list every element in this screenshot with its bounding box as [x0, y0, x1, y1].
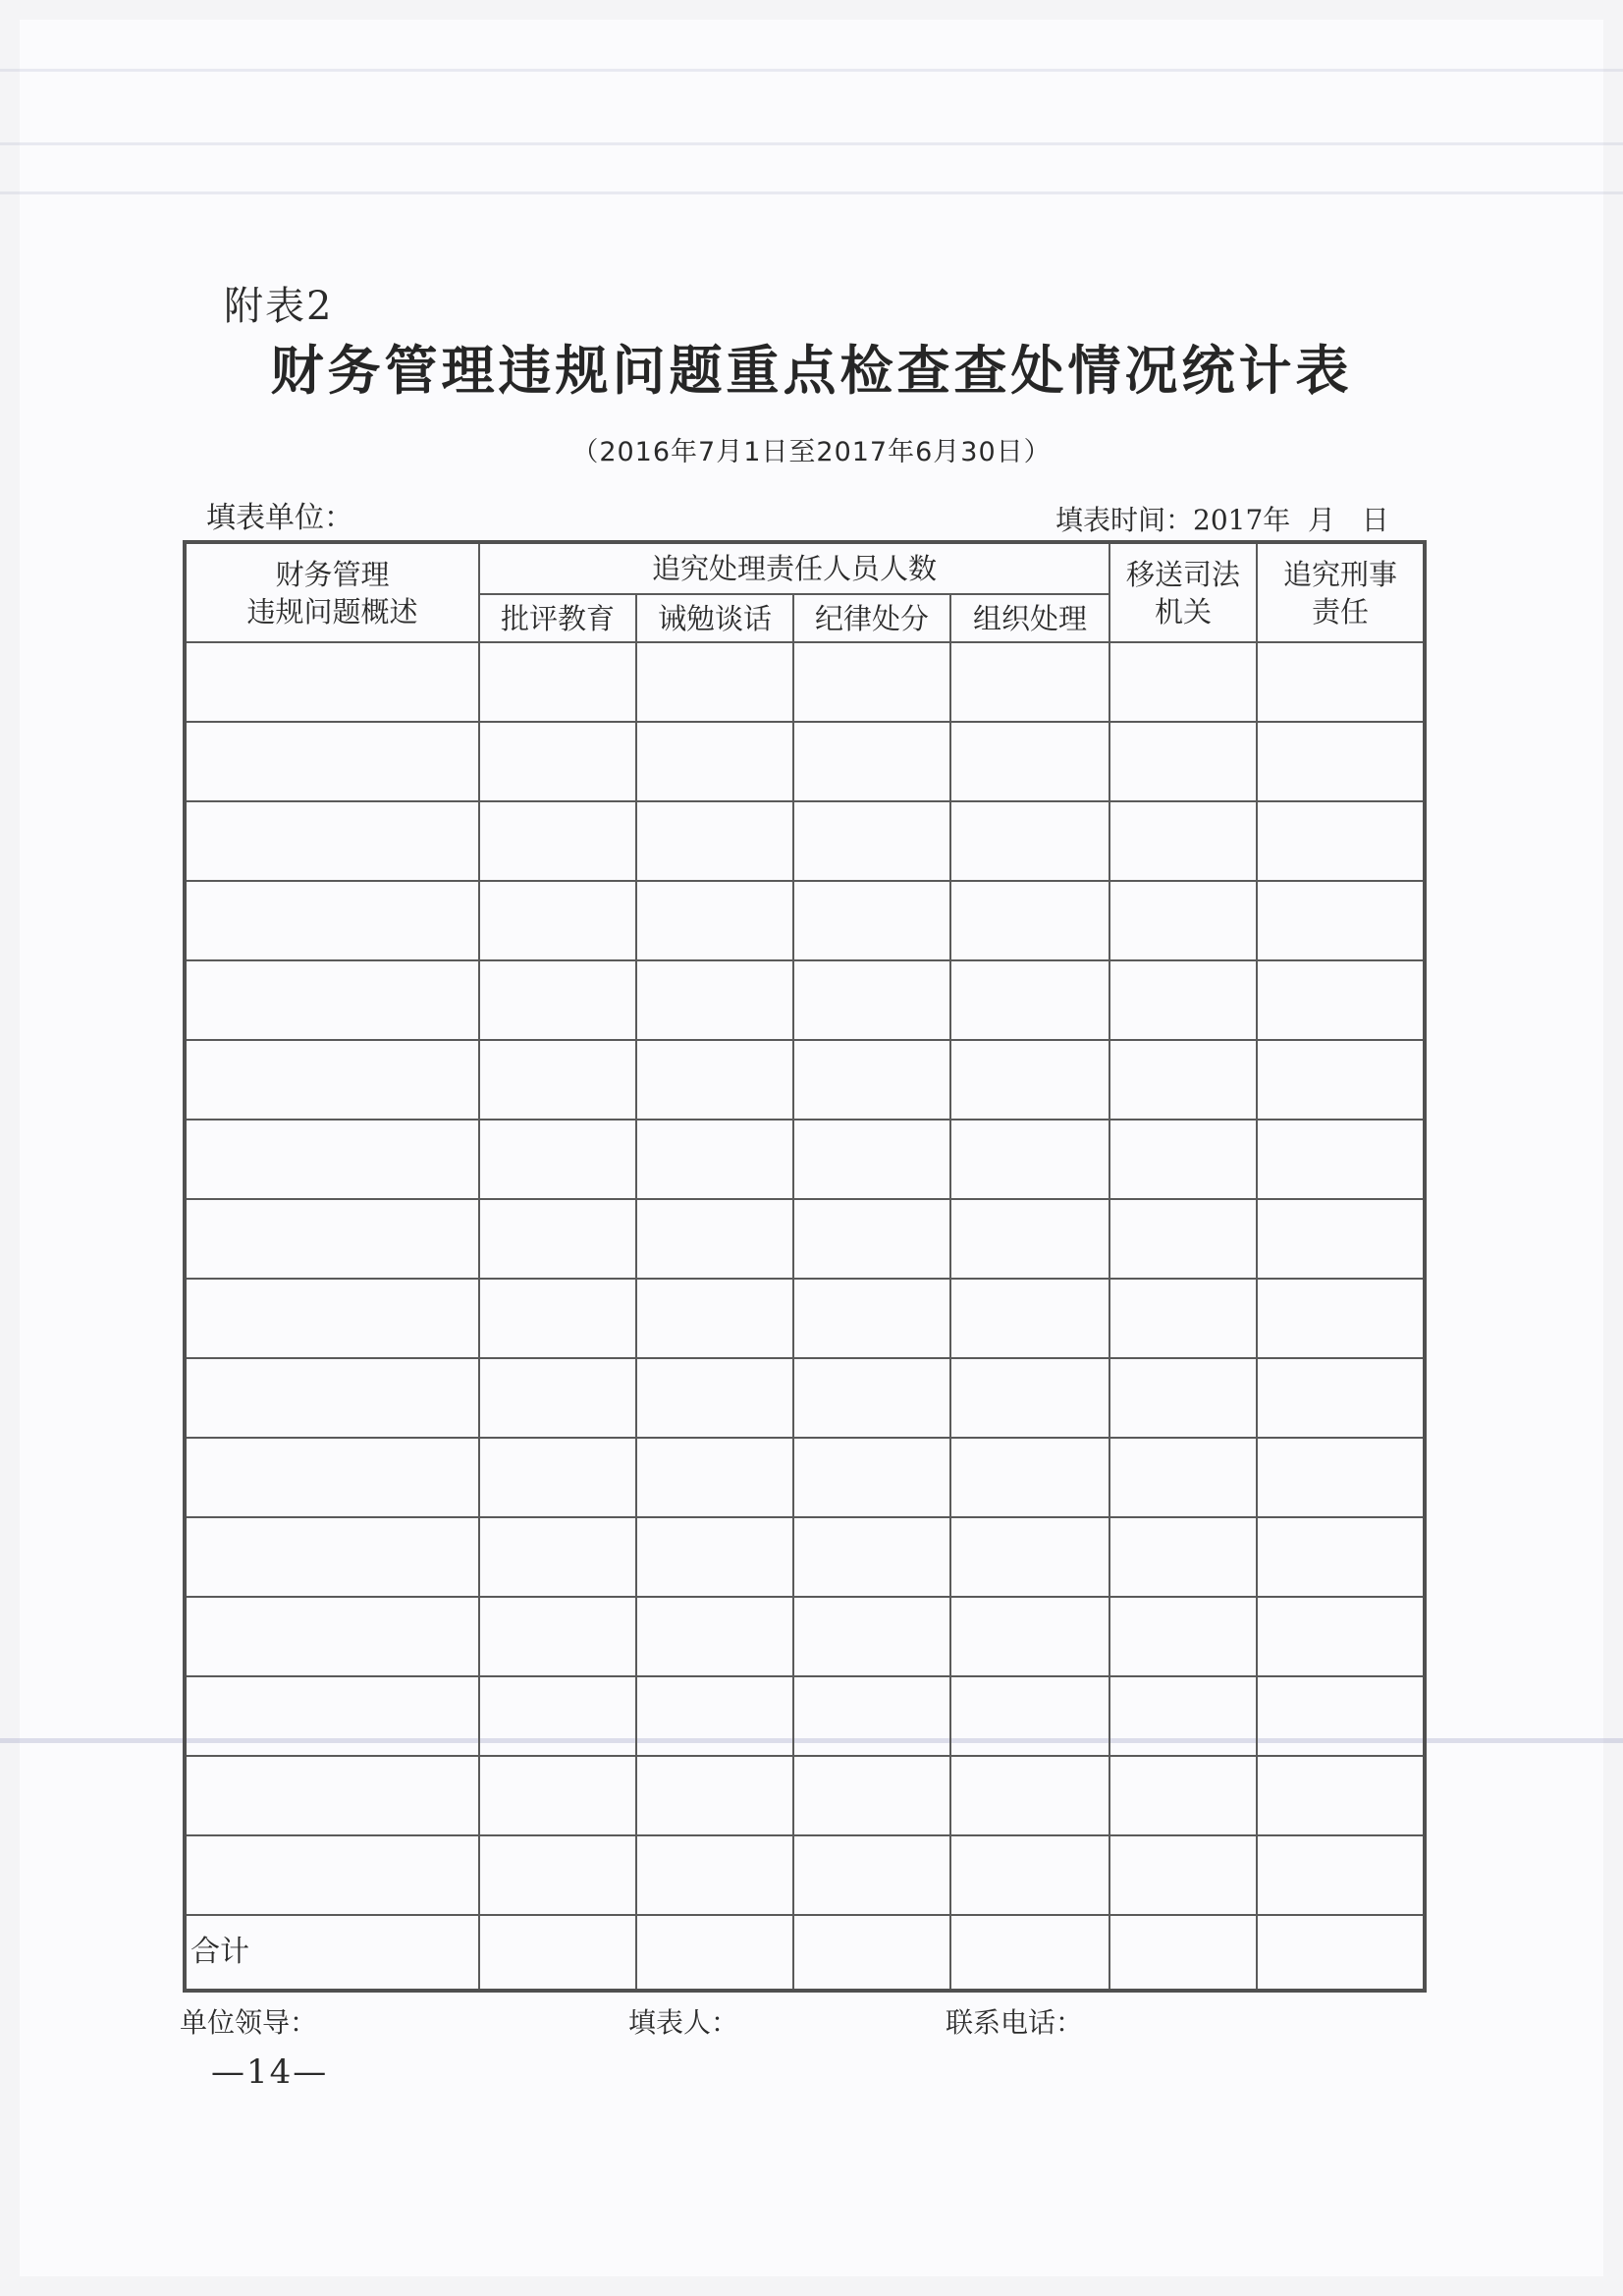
- table-cell: [793, 1040, 950, 1120]
- table-cell: [479, 1358, 636, 1438]
- header-responsible-group: 追究处理责任人员人数: [479, 542, 1109, 594]
- table-cell: [185, 1676, 479, 1756]
- header-criminal: 追究刑事 责任: [1257, 542, 1425, 642]
- table-cell: [185, 1040, 479, 1120]
- table-cell: [1257, 960, 1425, 1040]
- table-cell: [793, 1517, 950, 1597]
- table-cell: [1257, 1438, 1425, 1517]
- table-cell: [636, 960, 793, 1040]
- table-row: [185, 1199, 1425, 1279]
- table-cell: [950, 960, 1109, 1040]
- table-cell: [185, 801, 479, 881]
- table-cell: [636, 722, 793, 801]
- table-cell: [950, 881, 1109, 960]
- table-cell: [636, 1120, 793, 1199]
- table-cell: [1257, 1676, 1425, 1756]
- table-cell: [479, 1120, 636, 1199]
- table-cell: [1257, 1835, 1425, 1915]
- table-cell: [636, 1835, 793, 1915]
- table-cell: [793, 1120, 950, 1199]
- table-cell: [950, 1438, 1109, 1517]
- table-cell: [185, 722, 479, 801]
- total-cell: [1257, 1915, 1425, 1991]
- table-cell: [479, 722, 636, 801]
- table-cell: [793, 1597, 950, 1676]
- table-cell: [479, 1279, 636, 1358]
- table-cell: [793, 960, 950, 1040]
- total-label: 合计: [185, 1915, 479, 1991]
- table-cell: [636, 1040, 793, 1120]
- footer-unit-leader: 单位领导：: [180, 2006, 318, 2039]
- table-cell: [793, 642, 950, 722]
- table-cell: [1109, 1438, 1257, 1517]
- table-row: [185, 881, 1425, 960]
- table-cell: [1257, 1120, 1425, 1199]
- table-cell: [636, 1438, 793, 1517]
- table-cell: [1257, 1279, 1425, 1358]
- table-cell: [950, 1040, 1109, 1120]
- table-cell: [185, 1835, 479, 1915]
- table-cell: [793, 1676, 950, 1756]
- table-cell: [1109, 1676, 1257, 1756]
- table-cell: [793, 1438, 950, 1517]
- table-cell: [1257, 801, 1425, 881]
- table-cell: [636, 1597, 793, 1676]
- table-cell: [636, 1676, 793, 1756]
- header-judicial: 移送司法 机关: [1109, 542, 1257, 642]
- table-cell: [1109, 1358, 1257, 1438]
- table-cell: [793, 881, 950, 960]
- table-row: [185, 642, 1425, 722]
- table-cell: [185, 1358, 479, 1438]
- table-cell: [185, 1279, 479, 1358]
- table-cell: [1109, 642, 1257, 722]
- table-cell: [636, 1756, 793, 1835]
- table-cell: [479, 1438, 636, 1517]
- table-cell: [793, 1358, 950, 1438]
- table-cell: [1109, 1517, 1257, 1597]
- table-cell: [636, 1199, 793, 1279]
- table-cell: [1257, 642, 1425, 722]
- table-cell: [479, 1676, 636, 1756]
- header-row: [185, 542, 1425, 594]
- table-cell: [185, 1438, 479, 1517]
- table-cell: [479, 642, 636, 722]
- table-row: [185, 960, 1425, 1040]
- table-cell: [479, 1199, 636, 1279]
- footer-filler: 填表人：: [628, 2006, 739, 2039]
- table-cell: [1257, 1199, 1425, 1279]
- total-cell: [950, 1915, 1109, 1991]
- table-cell: [479, 1756, 636, 1835]
- total-cell: [636, 1915, 793, 1991]
- period-range: （2016年7月1日至2017年6月30日）: [571, 437, 1052, 467]
- table-row: [185, 722, 1425, 801]
- table-cell: [479, 1835, 636, 1915]
- table-cell: [1109, 1120, 1257, 1199]
- table-cell: [1109, 1279, 1257, 1358]
- table-cell: [1109, 1835, 1257, 1915]
- table-cell: [950, 1756, 1109, 1835]
- table-cell: [950, 1120, 1109, 1199]
- table-row: [185, 1517, 1425, 1597]
- fill-date-label: 填表时间：2017年 月 日: [1055, 504, 1389, 536]
- table-cell: [479, 1597, 636, 1676]
- table-cell: [636, 1358, 793, 1438]
- table-cell: [479, 881, 636, 960]
- table-cell: [636, 881, 793, 960]
- table-cell: [479, 1040, 636, 1120]
- table-cell: [950, 722, 1109, 801]
- total-row: [185, 1915, 1425, 1991]
- total-cell: [793, 1915, 950, 1991]
- scan-artifact: [0, 142, 1623, 145]
- table-cell: [950, 642, 1109, 722]
- table-cell: [950, 1517, 1109, 1597]
- table-cell: [793, 1835, 950, 1915]
- table-cell: [1109, 960, 1257, 1040]
- annex-label: 附表2: [224, 284, 334, 329]
- table-cell: [793, 722, 950, 801]
- table-cell: [950, 801, 1109, 881]
- table-cell: [636, 801, 793, 881]
- table-cell: [793, 1279, 950, 1358]
- subheader-criticism: 批评教育: [479, 594, 636, 642]
- table-cell: [185, 642, 479, 722]
- scan-artifact: [0, 191, 1623, 194]
- table-cell: [185, 881, 479, 960]
- table-row: [185, 1438, 1425, 1517]
- statistics-table: [183, 540, 1427, 1993]
- table-cell: [1257, 1756, 1425, 1835]
- table-cell: [1109, 1597, 1257, 1676]
- table-cell: [1109, 881, 1257, 960]
- table-row: [185, 1597, 1425, 1676]
- table-row: [185, 1279, 1425, 1358]
- table-cell: [185, 1597, 479, 1676]
- table-cell: [950, 1279, 1109, 1358]
- table-cell: [1257, 1040, 1425, 1120]
- table-row: [185, 801, 1425, 881]
- table-row: [185, 1835, 1425, 1915]
- table-cell: [950, 1597, 1109, 1676]
- table-cell: [1109, 722, 1257, 801]
- document-title: 财务管理违规问题重点检查查处情况统计表: [270, 339, 1353, 402]
- table-cell: [950, 1358, 1109, 1438]
- table-row: [185, 1358, 1425, 1438]
- table-cell: [1257, 1597, 1425, 1676]
- table-cell: [185, 960, 479, 1040]
- table-cell: [185, 1517, 479, 1597]
- table-cell: [636, 1517, 793, 1597]
- scan-artifact: [0, 69, 1623, 72]
- table-cell: [1109, 1199, 1257, 1279]
- header-overview: 财务管理 违规问题概述: [185, 542, 479, 642]
- table-cell: [636, 1279, 793, 1358]
- table-cell: [793, 801, 950, 881]
- table-cell: [1109, 801, 1257, 881]
- table-cell: [479, 960, 636, 1040]
- table-cell: [479, 1517, 636, 1597]
- table-row: [185, 1120, 1425, 1199]
- table-cell: [1109, 1756, 1257, 1835]
- table-cell: [185, 1120, 479, 1199]
- total-cell: [1109, 1915, 1257, 1991]
- table-cell: [1109, 1040, 1257, 1120]
- table-cell: [1257, 722, 1425, 801]
- table-cell: [793, 1199, 950, 1279]
- table-cell: [1257, 1517, 1425, 1597]
- table-cell: [950, 1835, 1109, 1915]
- footer-phone: 联系电话：: [946, 2006, 1084, 2039]
- table-cell: [1257, 881, 1425, 960]
- table-cell: [636, 642, 793, 722]
- table-cell: [793, 1756, 950, 1835]
- table-cell: [185, 1199, 479, 1279]
- fill-unit-label: 填表单位：: [206, 501, 353, 535]
- table-row: [185, 1756, 1425, 1835]
- total-cell: [479, 1915, 636, 1991]
- subheader-discipline: 纪律处分: [793, 594, 950, 642]
- subheader-organization: 组织处理: [950, 594, 1109, 642]
- subheader-admonition: 诫勉谈话: [636, 594, 793, 642]
- table-row: [185, 1040, 1425, 1120]
- table-cell: [1257, 1358, 1425, 1438]
- table-cell: [950, 1199, 1109, 1279]
- table-cell: [185, 1756, 479, 1835]
- table-cell: [950, 1676, 1109, 1756]
- table-cell: [479, 801, 636, 881]
- page-number: —14—: [211, 2052, 329, 2092]
- table-row: [185, 1676, 1425, 1756]
